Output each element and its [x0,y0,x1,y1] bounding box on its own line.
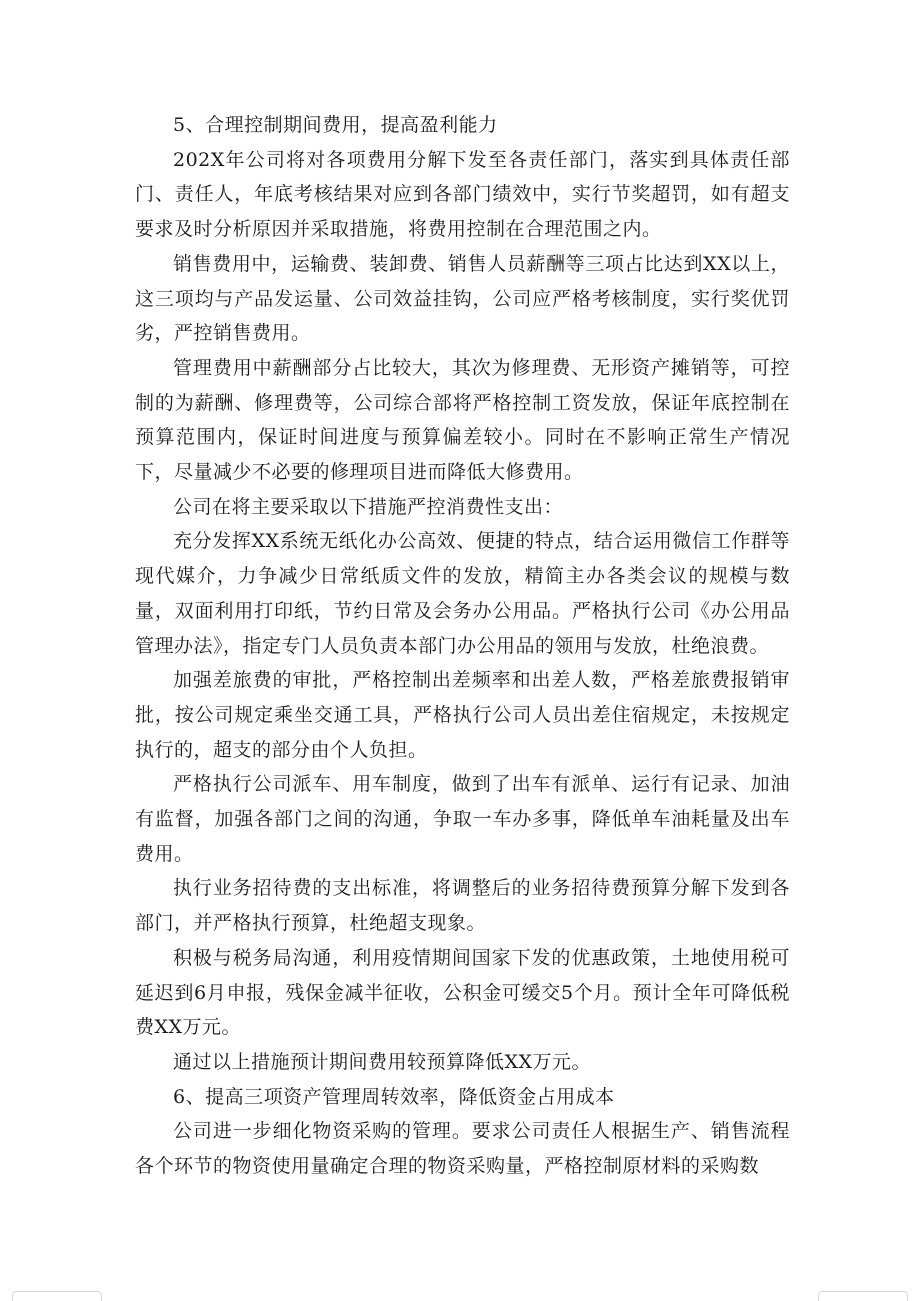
section-heading-6: 6、提高三项资产管理周转效率，降低资金占用成本 [173,1085,615,1108]
paragraph-paperless-office: 充分发挥XX系统无纸化办公高效、便捷的特点，结合运用微信工作群等现代媒介，力争减少日常纸质文件的发放，精简主办各类会议的规模与数量，双面利用打印纸，节约日常及会务办公用品。严格执行公司《办公用品管理办法》，指定专门人员负责本部门办公用品的领用与发放，杜绝浪费。 [135,530,790,657]
paragraph-expected-savings: 通过以上措施预计期间费用较预算降低XX万元。 [173,1050,592,1073]
footer-left-tab [12,1291,102,1301]
paragraph-management-expenses: 管理费用中薪酬部分占比较大，其次为修理费、无形资产摊销等，可控制的为薪酬、修理费等，公司综合部将严格控制工资发放，保证年底控制在预算范围内，保证时间进度与预算偏差较小。同时在不影响正常生产情况下，尽量减少不必要的修理项目进而降低大修费用。 [135,356,790,484]
paragraph-vehicle-use: 严格执行公司派车、用车制度，做到了出车有派单、运行有记录、加油有监督，加强各部门之间的沟通，争取一车办多事，降低单车油耗量及出车费用。 [135,773,790,865]
section-heading-5: 5、合理控制期间费用，提高盈利能力 [173,114,498,136]
paragraph-procurement: 公司进一步细化物资采购的管理。要求公司责任人根据生产、销售流程各个环节的物资使用量确定合理的物资采购量，严格控制原材料的采购数 [135,1120,790,1178]
paragraph-cost-allocation: 202X年公司将对各项费用分解下发至各责任部门，落实到具体责任部门、责任人，年底考核结果对应到各部门绩效中，实行节奖超罚，如有超支要求及时分析原因并采取措施，将费用控制在合理范围之内。 [135,148,790,241]
paragraph-travel-expenses: 加强差旅费的审批，严格控制出差频率和出差人数，严格差旅费报销审批，按公司规定乘坐交通工具，严格执行公司人员出差住宿规定，未按规定执行的，超支的部分由个人负担。 [135,669,790,761]
document-body [135,108,790,1184]
paragraph-measures-intro: 公司在将主要采取以下措施严控消费性支出： [173,495,564,518]
paragraph-sales-expenses: 销售费用中，运输费、装卸费、销售人员薪酬等三项占比达到XX以上，这三项均与产品发运量、公司效益挂钩，公司应严格考核制度，实行奖优罚劣，严控销售费用。 [135,252,790,345]
paragraph-tax-policy: 积极与税务局沟通，利用疫情期间国家下发的优惠政策，土地使用税可延迟到6月申报，残保金减半征收，公积金可缓交5个月。预计全年可降低税费XX万元。 [135,946,790,1039]
page-footer [0,1287,920,1301]
paragraph-hospitality-expenses: 执行业务招待费的支出标准，将调整后的业务招待费预算分解下发到各部门，并严格执行预算，杜绝超支现象。 [135,877,790,935]
footer-right-tab [818,1291,908,1301]
